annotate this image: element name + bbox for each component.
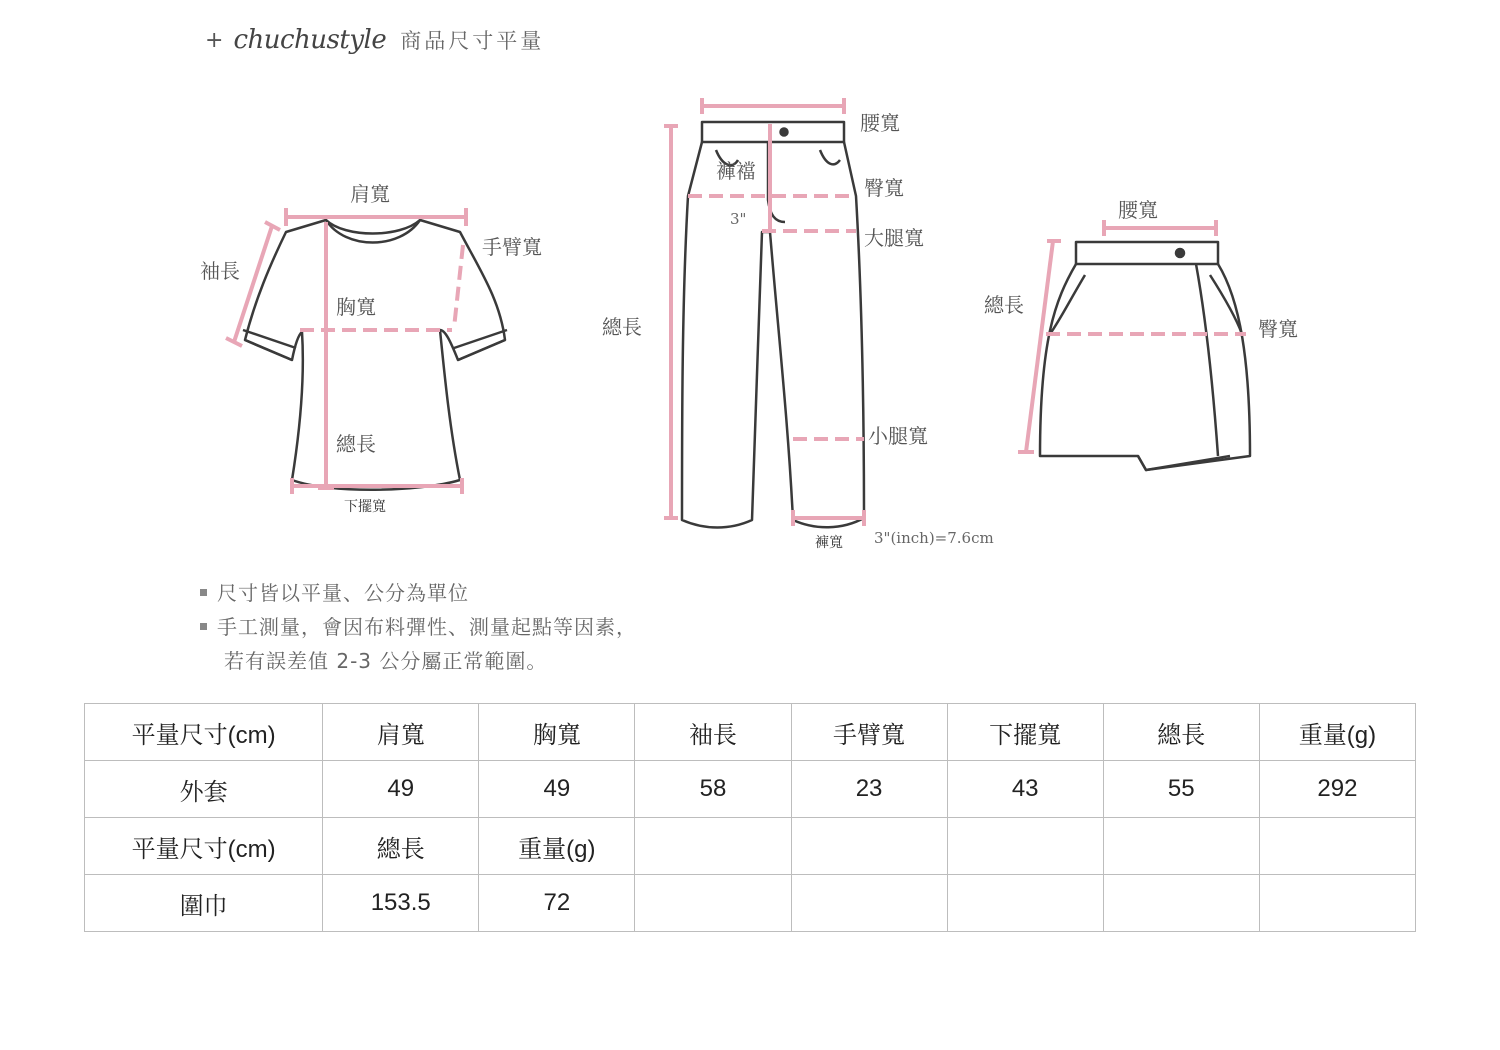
table-cell [1259, 875, 1415, 932]
table-cell: 胸寬 [479, 704, 635, 761]
label-sleeve-length: 袖長 [200, 259, 240, 283]
table-cell: 49 [479, 761, 635, 818]
table-cell: 外套 [85, 761, 323, 818]
table-cell: 圍巾 [85, 875, 323, 932]
table-cell: 袖長 [635, 704, 791, 761]
table-cell: 重量(g) [479, 818, 635, 875]
table-cell [791, 818, 947, 875]
skirt-measure-lines [1018, 220, 1246, 452]
table-cell: 手臂寬 [791, 704, 947, 761]
table-cell: 43 [947, 761, 1103, 818]
table-cell: 重量(g) [1259, 704, 1415, 761]
table-cell: 總長 [323, 818, 479, 875]
table-cell: 49 [323, 761, 479, 818]
bullet-icon [200, 623, 207, 630]
table-cell [947, 818, 1103, 875]
table-cell: 55 [1103, 761, 1259, 818]
label-rise: 褲襠 [716, 159, 756, 183]
table-cell: 23 [791, 761, 947, 818]
table-cell [1259, 818, 1415, 875]
page-header [205, 22, 544, 58]
size-table [84, 703, 1416, 932]
label-arm-width: 手臂寬 [482, 235, 542, 259]
label-calf: 小腿寬 [868, 424, 928, 448]
plus-icon: + [205, 27, 224, 53]
label-pants-length: 總長 [602, 315, 642, 339]
table-cell: 292 [1259, 761, 1415, 818]
table-cell: 58 [635, 761, 791, 818]
table-cell [635, 818, 791, 875]
label-skirt-length: 總長 [984, 293, 1024, 317]
label-skirt-hip: 臀寬 [1258, 317, 1298, 341]
table-cell [791, 875, 947, 932]
bullet-icon [200, 589, 207, 596]
table-row [85, 818, 1416, 875]
table-cell: 153.5 [323, 875, 479, 932]
note-item-continued: 若有誤差值 2-3 公分屬正常範圍。 [224, 649, 548, 673]
label-hem: 下擺寬 [344, 499, 386, 515]
label-rise-mark: 3" [730, 210, 747, 228]
table-cell: 總長 [1103, 704, 1259, 761]
table-cell: 平量尺寸(cm) [85, 818, 323, 875]
page-title: 商品尺寸平量 [400, 29, 545, 53]
brand-logo: chuchustyle [233, 25, 387, 55]
label-shoulder: 肩寬 [350, 182, 390, 206]
pants-garment-illustration [682, 122, 864, 528]
label-top-length: 總長 [336, 432, 376, 456]
note-item: 手工測量，會因布料彈性、測量起點等因素， [200, 610, 637, 644]
table-cell: 肩寬 [323, 704, 479, 761]
measurement-diagram [165, 85, 1345, 555]
skirt-garment-illustration [1040, 242, 1250, 470]
table-cell: 72 [479, 875, 635, 932]
table-row [85, 875, 1416, 932]
pants-measure-lines [664, 98, 864, 526]
table-row [85, 761, 1416, 818]
label-skirt-waist: 腰寬 [1118, 198, 1158, 222]
label-thigh: 大腿寬 [864, 226, 924, 250]
table-cell [1103, 875, 1259, 932]
table-cell: 下擺寬 [947, 704, 1103, 761]
note-item: 尺寸皆以平量、公分為單位 [200, 576, 637, 610]
table-row [85, 704, 1416, 761]
label-pants-hip: 臀寬 [864, 176, 904, 200]
table-cell [635, 875, 791, 932]
label-inch-note: 3"(inch)=7.6cm [874, 529, 994, 547]
table-cell [1103, 818, 1259, 875]
label-chest: 胸寬 [336, 295, 376, 319]
label-pants-waist: 腰寬 [860, 111, 900, 135]
table-cell [947, 875, 1103, 932]
measurement-notes [200, 576, 637, 678]
table-cell: 平量尺寸(cm) [85, 704, 323, 761]
label-leg-opening: 褲寬 [815, 535, 843, 551]
